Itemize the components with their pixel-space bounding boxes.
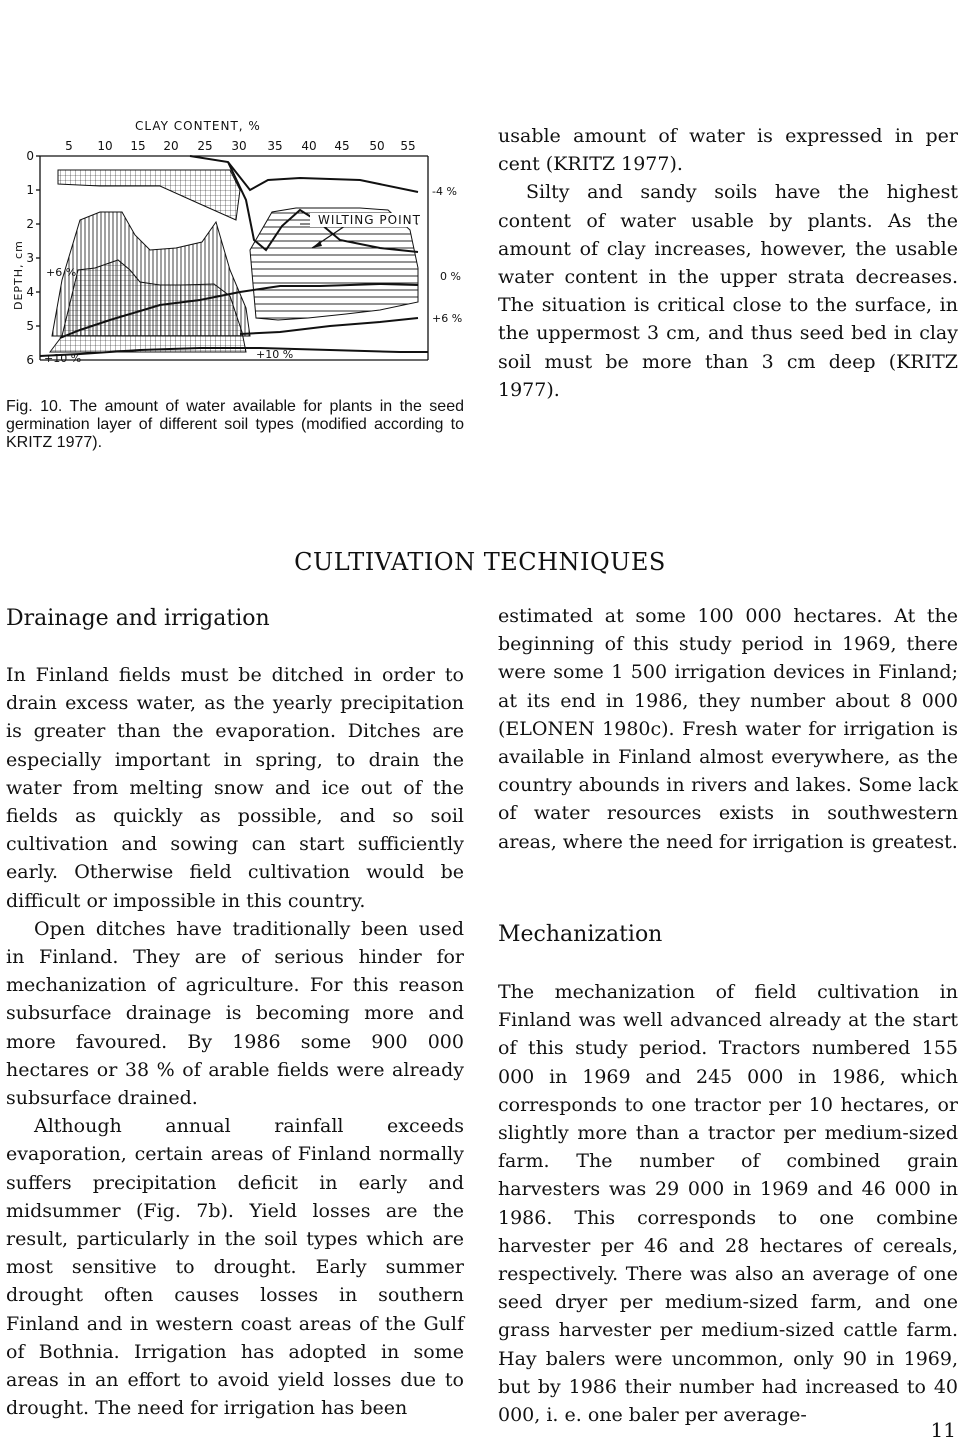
x-tick: 40 [301,139,317,153]
y-tick: 2 [26,217,34,231]
y-tick: 1 [26,183,34,197]
annotation-plus10-left: +10 % [44,352,82,365]
paragraph: estimated at some 100 000 hectares. At the beginning of this study period in 1969, there were some 1 500 irrigation devices in Finland; at its end in 1986, they number about 8 000 (ELONEN 1980c). Fresh water for irrigation is available in Finland almost everywhere, as the country abounds in rivers and lakes. Some lack of water resources exists in southwestern areas, where the need for irrigation is greatest. [498,605,958,853]
right-column-top [498,122,958,404]
annotation-plus10-bottom: +10 % [256,348,294,361]
x-tick: 55 [400,139,416,153]
paragraph: In Finland fields must be ditched in order to drain excess water, as the yearly precipitation is greater than the evaporation. Ditches are especially important in spring, to drain the water from melting snow and ice out of the fields as quickly as possible, and so soil cultivation and sowing can start sufficiently early. Otherwise field cultivation would be difficult or impossible in this country. [6,664,464,912]
annotation-minus4: -4 % [432,185,457,198]
x-tick: 25 [197,139,213,153]
paragraph: The mechanization of field cultivation in Finland was well advanced already at the start of this study period. Tractors numbered 155 000 in 1969 and 245 000 in 1986, which corresponds to one tractor per 10 hectares, or slightly more than a tractor per medium-sized farm. The number of combined grain harvesters was 29 000 in 1969 and 46 000 in 1986. This corresponds to one combine harvester per 46 and 28 hectares of cereals, respectively. There was also an average of one seed dryer per medium-sized farm, and one grass harvester per medium-sized cattle farm. Hay balers were uncommon, only 90 in 1969, but by 1986 their number had increased to 40 000, i. e. one baler per average- [498,981,958,1427]
figure-caption: Fig. 10. The amount of water available for plants in the seed germination layer of different soil types (modified according to KRITZ 1977). [6,398,464,451]
paragraph: Silty and sandy soils have the highest content of water usable by plants. As the amount of clay increases, however, the usable water content in the upper strata decreases. The situation is critical close to the surface, in the uppermost 3 cm, and thus seed bed in clay soil must be more than 3 cm deep (KRITZ 1977). [498,181,958,401]
x-tick: 45 [334,139,350,153]
paragraph: usable amount of water is expressed in per cent (KRITZ 1977). [498,125,958,176]
annotation-plus6-right: +6 % [432,312,463,325]
y-axis-label: DEPTH, cm [12,240,25,310]
y-tick: 0 [26,149,34,163]
y-tick: 5 [26,319,34,333]
x-tick: 15 [130,139,146,153]
drainage-heading: Drainage and irrigation [6,606,270,631]
x-tick: 10 [97,139,113,153]
right-column [498,602,958,856]
mechanization-heading: Mechanization [498,922,663,947]
paragraph: Open ditches have traditionally been used in Finland. They are of serious hinder for mechanization of agriculture. For this reason subsurface drainage is becoming more and more favoured. By 1986 some 900 000 hectares or 38 % of arable fields were already subsurface drained. [6,917,464,1110]
mechanization-section [498,922,958,947]
mechanization-body [498,978,958,1429]
chart-title: CLAY CONTENT, % [135,119,261,133]
x-tick: 50 [369,139,385,153]
x-tick: 20 [163,139,179,153]
section-title: CULTIVATION TECHNIQUES [294,548,666,576]
x-tick-labels [65,139,415,153]
annotation-zero: 0 % [440,270,461,283]
x-tick: 5 [65,139,73,153]
x-tick: 30 [231,139,247,153]
x-tick: 35 [267,139,283,153]
paragraph: Although annual rainfall exceeds evaporation, certain areas of Finland normally suffers precipitation deficit in early and midsummer (Fig. 7b). Yield losses are the result, particularly in the soil types which are most sensitive to drought. Early summer drought often causes losses in southern Finland and in western coast areas of the Gulf of Bothnia. Irrigation has adopted in some areas in an effort to avoid yield losses due to drought. The need for irrigation has been [6,1115,464,1420]
chart-svg [0,100,470,380]
y-tick: 6 [26,353,34,367]
y-tick: 4 [26,285,34,299]
wilting-point-label: WILTING POINT [318,213,421,227]
page-number: 11 [930,1418,956,1442]
annotation-plus6-left: +6 % [46,266,77,279]
y-tick: 3 [26,251,34,265]
figure-10-chart [0,100,470,380]
y-tick-labels [26,149,34,367]
left-column [6,606,464,1422]
shaded-regions [50,170,418,352]
